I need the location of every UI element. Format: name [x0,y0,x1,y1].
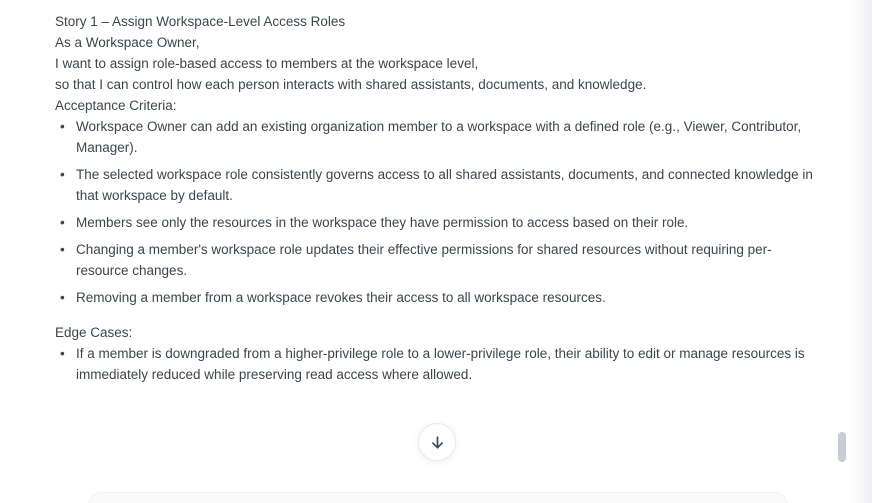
edge-cases-list [55,343,817,385]
message-input-box[interactable] [88,492,788,503]
user-story-as-a: As a Workspace Owner, [55,35,200,50]
scroll-to-bottom-button[interactable] [418,423,456,461]
acceptance-criteria-list [55,116,817,308]
list-item: • Workspace Owner can add an existing organization member to a workspace with a defined role (e.g., Viewer, Contributor, Manager). [55,116,817,158]
list-item: • Removing a member from a workspace revokes their access to all workspace resources. [55,287,817,308]
story-title: Story 1 – Assign Workspace-Level Access Roles [55,14,346,29]
story-document [55,0,817,385]
list-item: • If a member is downgraded from a higher-privilege role to a lower-privilege role, their ability to edit or manage resources is immediately reduced while preserving read access where allowed. [55,343,817,385]
list-item: • The selected workspace role consistently governs access to all shared assistants, documents, and connected knowledge in that workspace by default. [55,164,817,206]
acceptance-criteria-heading: Acceptance Criteria: [55,98,177,113]
user-story-so-that: so that I can control how each person interacts with shared assistants, documents, and knowledge. [55,77,647,92]
list-item: • Changing a member's workspace role updates their effective permissions for shared resources without requiring per-resource changes. [55,239,817,281]
right-panel-edge-shadow [848,0,872,503]
scrollbar-thumb[interactable] [838,432,846,462]
arrow-down-icon [429,434,446,451]
edge-cases-heading: Edge Cases: [55,325,133,340]
list-item: • Members see only the resources in the workspace they have permission to access based on their role. [55,212,817,233]
user-story-i-want: I want to assign role-based access to members at the workspace level, [55,56,479,71]
